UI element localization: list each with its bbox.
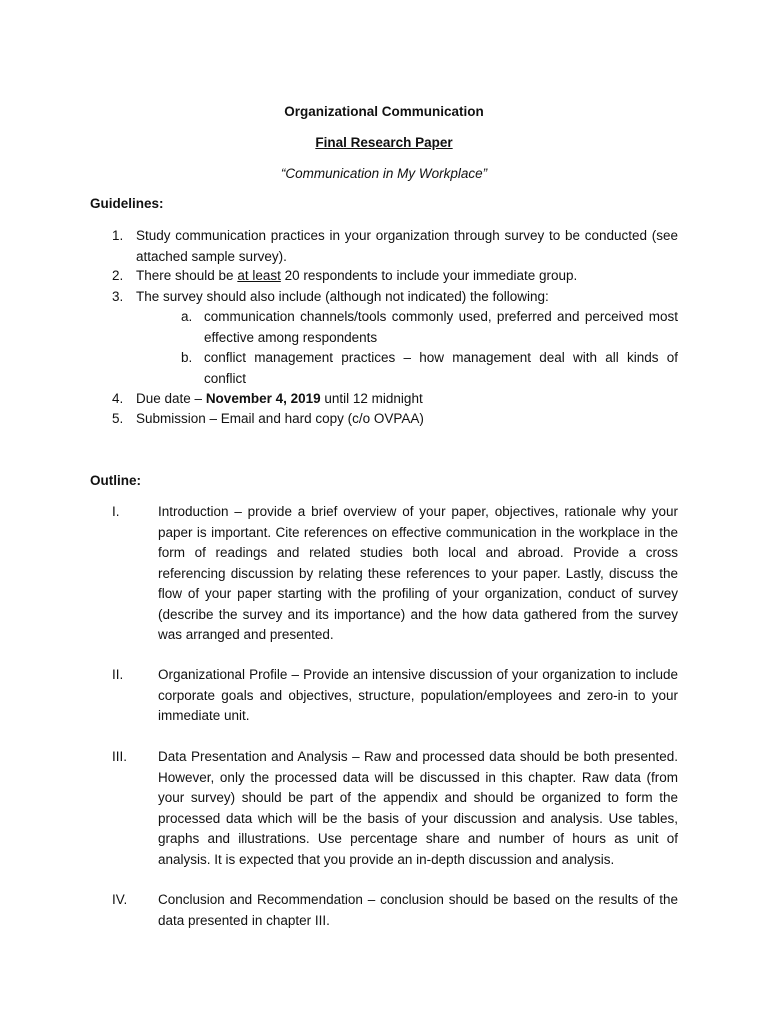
outline-numeral: II. — [112, 667, 124, 682]
subitem-text: communication channels/tools commonly used, preferred and perceived most effective among respondents — [204, 309, 678, 345]
guideline-number: 3. — [112, 289, 124, 304]
guideline-text-part: Due date – — [136, 391, 206, 406]
subtitle-text: Final Research Paper — [315, 135, 453, 150]
guideline-text — [136, 389, 423, 410]
guideline-number: 2. — [112, 268, 124, 283]
outline-numeral: III. — [112, 749, 128, 764]
subitem-letter: b. — [181, 350, 193, 365]
document-theme: “Communication in My Workplace” — [280, 166, 488, 181]
guideline-text-part: until 12 midnight — [320, 391, 423, 406]
guideline-text: Study communication practices in your organization through survey to be conducted (see attached sample survey). — [136, 228, 678, 264]
guidelines-heading: Guidelines: — [90, 196, 164, 211]
subitem-text: conflict management practices – how management deal with all kinds of conflict — [204, 350, 678, 386]
guideline-text-part: There should be — [136, 268, 238, 283]
guideline-emphasis: at least — [237, 268, 281, 283]
outline-numeral: I. — [112, 504, 120, 519]
guideline-text: The survey should also include (although not indicated) the following: — [136, 289, 549, 304]
guideline-text — [136, 266, 577, 287]
outline-heading: Outline: — [90, 473, 141, 488]
document-subtitle — [0, 133, 768, 154]
guideline-number: 1. — [112, 228, 124, 243]
guideline-number: 5. — [112, 411, 124, 426]
outline-text: Data Presentation and Analysis – Raw and processed data should be both presented. However, only the processed data will be discussed in this chapter. Raw data (from your survey) should be part of the appendix and should be organized to form the processed data which will be the basis of your discussion and analysis. Use tables, graphs and illustrations. Use percentage share and number of hours as unit of analysis. It is expected that you provide an in-depth discussion and analysis. — [158, 749, 678, 867]
subitem-letter: a. — [181, 309, 193, 324]
document-title: Organizational Communication — [284, 104, 484, 119]
outline-text: Organizational Profile – Provide an intensive discussion of your organization to include corporate goals and objectives, structure, population/employees and zero-in to your immediate unit. — [158, 667, 678, 723]
outline-numeral: IV. — [112, 892, 128, 907]
due-date: November 4, 2019 — [205, 391, 321, 406]
outline-text: Introduction – provide a brief overview of your paper, objectives, rationale why your paper is important. Cite references on effective communication in the workplace in the form of readings and related studies both local and abroad. Provide a cross referencing discussion by relating these references to your paper. Lastly, discuss the flow of your paper starting with the profiling of your organization, conduct of survey (describe the survey and its importance) and the how data gathered from the survey was arranged and presented. — [158, 504, 678, 642]
guideline-text: Submission – Email and hard copy (c/o OVPAA) — [136, 411, 424, 426]
guideline-text-part: 20 respondents to include your immediate group. — [280, 268, 578, 283]
outline-text: Conclusion and Recommendation – conclusion should be based on the results of the data presented in chapter III. — [158, 892, 678, 928]
guideline-number: 4. — [112, 391, 124, 406]
